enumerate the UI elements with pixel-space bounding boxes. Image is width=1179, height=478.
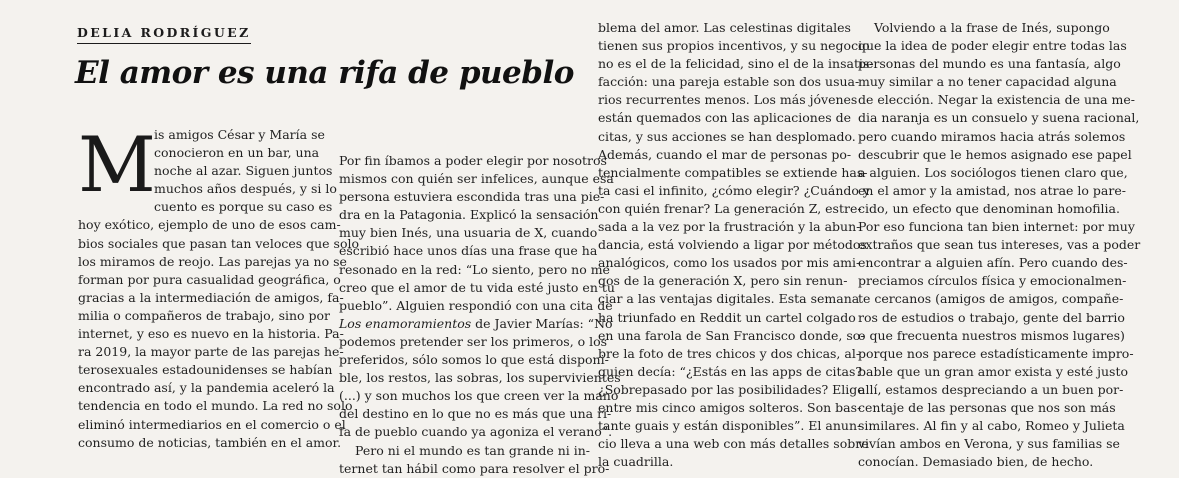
text-line: ros de estudios o trabajo, gente del barrio xyxy=(858,309,1125,325)
book-title: Los enamoramientos xyxy=(339,315,472,331)
text-line: creo que el amor de tu vida esté justo en tu xyxy=(339,279,615,295)
text-line: personas del mundo es una fantasía, algo xyxy=(858,56,1121,72)
column-2 xyxy=(339,152,621,478)
text-line: blema del amor. Las celestinas digitales xyxy=(598,20,851,35)
text-line: cido, un efecto que denominan homofilia. xyxy=(858,200,1120,216)
text-line: forman por pura casualidad geográfica, o xyxy=(78,271,341,287)
text-line: rios recurrentes menos. Los más jóvenes xyxy=(598,92,858,108)
text-line: pueblo”. Alguien respondió con una cita de xyxy=(339,297,613,313)
text-line: de elección. Negar la existencia de una me- xyxy=(858,92,1135,108)
text-line: centaje de las personas que nos son más xyxy=(858,399,1116,415)
text-line: encontrado así, y la pandemia aceleró la xyxy=(78,380,335,396)
text-line: ternet tan hábil como para resolver el pro- xyxy=(339,460,610,476)
text-line: porque nos parece estadísticamente impro- xyxy=(858,345,1134,361)
text-line: muy similar a no tener capacidad alguna xyxy=(858,74,1117,90)
text-line: guien decía: “¿Estás en las apps de citas? xyxy=(598,363,863,379)
article-headline: El amor es una rifa de pueblo xyxy=(75,55,574,91)
column-4 xyxy=(858,19,1141,471)
text-line: entre mis cinco amigos solteros. Son bas- xyxy=(598,399,862,415)
text-line: sada a la vez por la frustración y la abun- xyxy=(598,219,861,235)
drop-cap: M xyxy=(78,120,156,209)
text-line: Además, cuando el mar de personas po- xyxy=(598,146,852,162)
text-line: con quién frenar? La generación Z, estre- xyxy=(598,200,862,216)
text-line: Volviendo a la frase de Inés, supongo xyxy=(874,20,1110,35)
text-line: en el amor y la amistad, nos atrae lo pare- xyxy=(858,182,1126,198)
text-line: dia naranja es un consuelo y suena racional, xyxy=(858,110,1140,126)
text-line: noche al azar. Siguen juntos xyxy=(154,163,333,179)
text-line: ble, los restos, las sobras, los supervivientes xyxy=(339,370,621,386)
text-line: analógicos, como los usados por mis ami- xyxy=(598,255,861,271)
text-line: milia o compañeros de trabajo, sino por xyxy=(78,307,331,323)
text-line: persona estuviera escondida tras una pie- xyxy=(339,189,605,205)
text-line: Por eso funciona tan bien internet: por muy xyxy=(858,219,1135,235)
text-line: ciar a las ventajas digitales. Esta semana xyxy=(598,291,860,307)
text-line: hoy exótico, ejemplo de uno de esos cam- xyxy=(78,217,341,233)
text-line: conocieron en un bar, una xyxy=(154,145,320,161)
text-line: Pero ni el mundo es tan grande ni in- xyxy=(355,442,590,458)
text-line: terosexuales estadounidenses se habían xyxy=(78,362,333,378)
text-line: consumo de noticias, también en el amor. xyxy=(78,434,342,450)
column-3 xyxy=(598,19,874,471)
text-line: resonado en la red: “Lo siento, pero no me xyxy=(339,261,610,277)
text-line: dancia, está volviendo a ligar por métodos xyxy=(598,237,867,253)
text-line: muchos años después, y si lo xyxy=(154,181,337,197)
text-line: que la idea de poder elegir entre todas las xyxy=(858,38,1127,54)
text-line: citas, y sus acciones se han desplomado. xyxy=(598,128,856,144)
text-line: internet, y eso es nuevo en la historia. Pa- xyxy=(78,326,344,342)
text-line: del destino en lo que no es más que una ri- xyxy=(339,406,612,422)
text-line: preciamos círculos física y emocionalmen- xyxy=(858,273,1127,289)
text-line: ra 2019, la mayor parte de las parejas he- xyxy=(78,344,344,360)
column-1 xyxy=(78,120,360,452)
text-line: o que frecuenta nuestros mismos lugares) xyxy=(858,327,1125,343)
author-byline: DELIA RODRÍGUEZ xyxy=(77,25,251,44)
text-line: is amigos César y María se xyxy=(154,127,325,142)
text-line: conocían. Demasiado bien, de hecho. xyxy=(858,454,1094,470)
byline-container xyxy=(77,22,251,44)
text-line: bre la foto de tres chicos y dos chicas, al- xyxy=(598,345,861,361)
text-line: no es el de la felicidad, sino el de la insatis- xyxy=(598,56,874,72)
text-line: muy bien Inés, una usuaria de X, cuando xyxy=(339,225,598,241)
text-line: a alguien. Los sociólogos tienen claro que, xyxy=(858,164,1128,180)
text-line: tendencia en todo el mundo. La red no solo xyxy=(78,398,353,414)
text-line: preferidos, sólo somos lo que está disponi- xyxy=(339,352,609,368)
text-line: la cuadrilla. xyxy=(598,454,674,470)
text-line: tante guais y están disponibles”. El anun- xyxy=(598,418,862,434)
text-line: ta casi el infinito, ¿cómo elegir? ¿Cuándo y xyxy=(598,182,870,198)
text-line: tienen sus propios incentivos, y su negocio xyxy=(598,38,870,54)
text-line: (...) y son muchos los que creen ver la mano xyxy=(339,388,619,404)
text-line: descubrir que le hemos asignado ese papel xyxy=(858,146,1132,162)
text-line: cio lleva a una web con más detalles sobre xyxy=(598,436,869,452)
text-line: bable que un gran amor exista y esté justo xyxy=(858,363,1128,379)
text-line: escribió hace unos días una frase que ha xyxy=(339,243,598,259)
text-line: están quemados con las aplicaciones de xyxy=(598,110,852,126)
text-fragment: de Javier Marías: “No xyxy=(471,315,613,331)
text-line-with-book-title xyxy=(339,315,613,333)
text-line: gracias a la intermediación de amigos, fa- xyxy=(78,289,344,305)
text-line: eliminó intermediarios en el comercio o el xyxy=(78,416,346,432)
text-line: cuento es porque su caso es xyxy=(154,199,333,215)
text-line: vivían ambos en Verona, y sus familias se xyxy=(858,436,1120,452)
text-line: te cercanos (amigos de amigos, compañe- xyxy=(858,291,1124,307)
text-line: fa de pueblo cuando ya agoniza el verano”. xyxy=(339,424,613,440)
text-line: Por fin íbamos a poder elegir por nosotros xyxy=(339,153,607,168)
text-line: gos de la generación X, pero sin renun- xyxy=(598,273,848,289)
text-line: bios sociales que pasan tan veloces que solo xyxy=(78,235,360,251)
text-line: tencialmente compatibles se extiende has- xyxy=(598,164,868,180)
text-line: extraños que sean tus intereses, vas a poder xyxy=(858,237,1141,253)
text-line: encontrar a alguien afín. Pero cuando des- xyxy=(858,255,1128,271)
text-line: allí, estamos despreciando a un buen por- xyxy=(858,381,1124,397)
text-line: ¿Sobrepasado por las posibilidades? Elige xyxy=(598,381,865,397)
text-line: en una farola de San Francisco donde, so- xyxy=(598,327,865,343)
text-line: facción: una pareja estable son dos usua- xyxy=(598,74,860,90)
text-line: ha triunfado en Reddit un cartel colgado xyxy=(598,309,856,325)
text-line: mismos con quién ser infelices, aunque esa xyxy=(339,171,614,187)
text-line: pero cuando miramos hacia atrás solemos xyxy=(858,128,1126,144)
text-line: los miramos de reojo. Las parejas ya no se xyxy=(78,253,347,269)
text-line: podemos pretender ser los primeros, o los xyxy=(339,333,608,349)
text-line: dra en la Patagonia. Explicó la sensación xyxy=(339,207,599,223)
text-line: similares. Al fin y al cabo, Romeo y Julieta xyxy=(858,418,1125,434)
